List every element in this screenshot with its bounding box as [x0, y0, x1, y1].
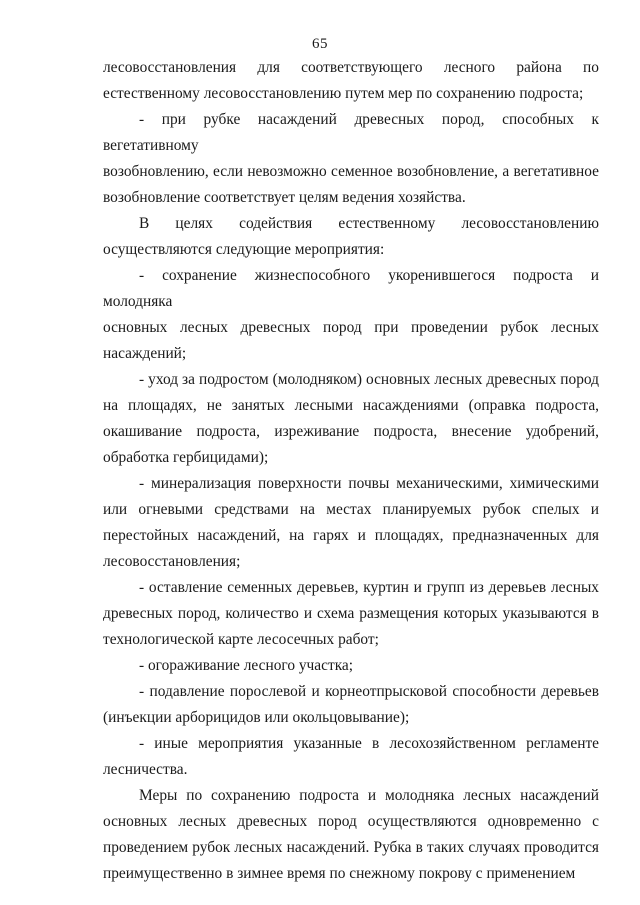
- paragraph: [103, 367, 599, 471]
- paragraph: [103, 211, 599, 263]
- text-line: преимущественно в зимнее время по снежному покрову с применением: [103, 865, 576, 882]
- text-line: лесовосстановления для соответствующего лесного района по: [103, 59, 599, 76]
- text-line: - иные мероприятия указанные в лесохозяйственном регламенте: [139, 735, 599, 752]
- text-line: возобновлению, если невозможно семенное возобновление, а вегетативное: [103, 163, 599, 180]
- text-line: древесных пород, количество и схема размещения которых указываются в: [103, 605, 599, 622]
- text-line: лесовосстановления;: [103, 553, 241, 570]
- text-line: естественному лесовосстановлению путем мер по сохранению подроста;: [103, 85, 584, 102]
- text-line: - минерализация поверхности почвы механическими, химическими: [139, 475, 599, 492]
- text-line: проведением рубок лесных насаждений. Рубка в таких случаях проводится: [103, 839, 599, 856]
- page-number: 65: [312, 36, 328, 52]
- paragraph: [103, 653, 599, 679]
- text-line: - оставление семенных деревьев, куртин и групп из деревьев лесных: [139, 579, 599, 596]
- paragraph: [103, 783, 599, 887]
- text-line: окашивание подроста, изреживание подроста, внесение удобрений,: [103, 423, 599, 440]
- text-line: - уход за подростом (молодняком) основных лесных древесных пород: [139, 371, 599, 388]
- text-line: (инъекции арборицидов или окольцовывание);: [103, 709, 410, 726]
- paragraph: [103, 731, 599, 783]
- text-line: основных лесных древесных пород при проведении рубок лесных: [103, 319, 599, 336]
- text-line: Меры по сохранению подроста и молодняка лесных насаждений: [139, 787, 599, 804]
- text-line: технологической карте лесосечных работ;: [103, 631, 379, 648]
- text-line: В целях содействия естественному лесовосстановлению: [139, 215, 599, 232]
- text-line: перестойных насаждений, на гарях и площадях, предназначенных для: [103, 527, 599, 544]
- text-line: - подавление порослевой и корнеотпрысковой способности деревьев: [139, 683, 599, 700]
- paragraph: [103, 107, 599, 211]
- text-line: - при рубке насаждений древесных пород, способных к вегетативному: [103, 111, 599, 154]
- paragraph: [103, 263, 599, 367]
- paragraph: [103, 679, 599, 731]
- text-line: на площадях, не занятых лесными насаждениями (оправка подроста,: [103, 397, 599, 414]
- text-line: или огневыми средствами на местах планируемых рубок спелых и: [103, 501, 599, 518]
- text-line: - огораживание лесного участка;: [139, 657, 354, 674]
- text-line: - сохранение жизнеспособного укоренившегося подроста и молодняка: [103, 267, 599, 310]
- text-line: возобновление соответствует целям ведения хозяйства.: [103, 189, 466, 206]
- text-line: основных лесных древесных пород осуществляются одновременно с: [103, 813, 599, 830]
- text-line: насаждений;: [103, 345, 187, 362]
- paragraph: [103, 575, 599, 653]
- text-line: обработка гербицидами);: [103, 449, 269, 466]
- text-line: осуществляются следующие мероприятия:: [103, 241, 385, 258]
- text-line: лесничества.: [103, 761, 188, 778]
- body-text: [103, 55, 599, 887]
- paragraph: [103, 471, 599, 575]
- paragraph: [103, 55, 599, 107]
